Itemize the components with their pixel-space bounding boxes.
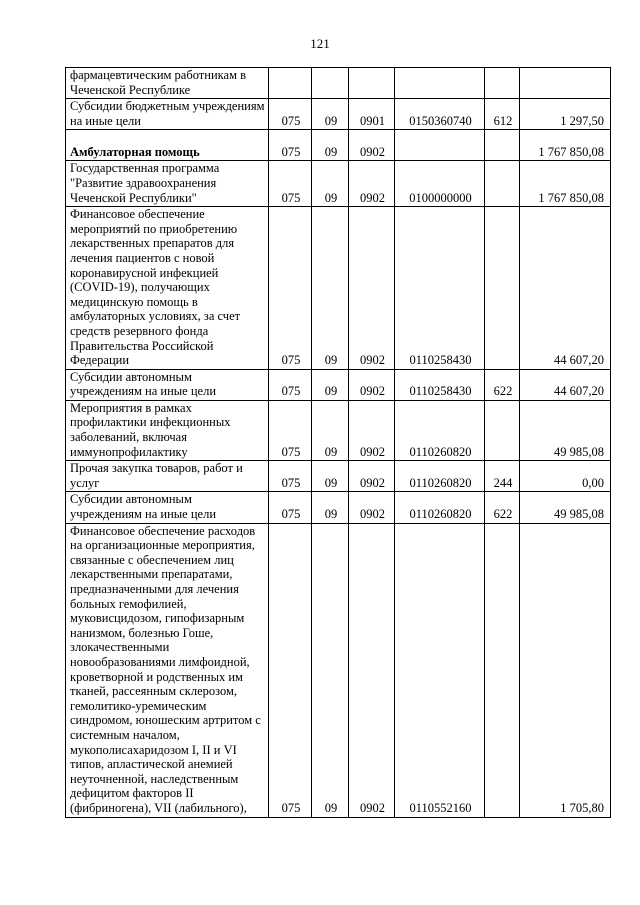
row-csr: 0110260820 xyxy=(395,492,485,523)
table-row xyxy=(66,400,611,460)
row-rz: 09 xyxy=(312,207,349,370)
row-name: Финансовое обеспечение расходов на организационные мероприятия, связанные с обеспечением лиц лекарственными препаратами, предназначенными для лечения больных гемофилией, муковисцидозом, гипофизарным нанизмом, болезнью Гоше, злокачественными новообразованиями лимфоидной, кроветворной и родственных им тканей, рассеянным склерозом, гемолитико-уремическим синдромом, юношеским артритом с системным началом, мукополисахаридозом I, II и VI типов, апластической анемией неуточненной, наследственным дефицитом факторов II (фибриногена), VII (лабильного), xyxy=(66,523,269,817)
row-pr: 0902 xyxy=(349,161,395,207)
row-rz: 09 xyxy=(312,130,349,161)
row-vr xyxy=(485,68,520,99)
row-vr xyxy=(485,130,520,161)
row-csr: 0150360740 xyxy=(395,99,485,130)
row-sum: 1 297,50 xyxy=(520,99,611,130)
row-vr: 622 xyxy=(485,492,520,523)
row-csr xyxy=(395,68,485,99)
row-pr: 0902 xyxy=(349,400,395,460)
table-row xyxy=(66,492,611,523)
row-ved xyxy=(269,68,312,99)
row-rz: 09 xyxy=(312,523,349,817)
row-rz: 09 xyxy=(312,461,349,492)
table-row xyxy=(66,130,611,161)
row-pr: 0902 xyxy=(349,492,395,523)
row-ved: 075 xyxy=(269,461,312,492)
row-ved: 075 xyxy=(269,369,312,400)
row-sum: 0,00 xyxy=(520,461,611,492)
row-pr: 0902 xyxy=(349,523,395,817)
row-sum: 44 607,20 xyxy=(520,207,611,370)
table-row xyxy=(66,369,611,400)
row-csr: 0110258430 xyxy=(395,207,485,370)
row-name: Прочая закупка товаров, работ и услуг xyxy=(66,461,269,492)
row-vr xyxy=(485,207,520,370)
row-name: Мероприятия в рамках профилактики инфекционных заболеваний, включая иммунопрофилактику xyxy=(66,400,269,460)
row-sum: 49 985,08 xyxy=(520,492,611,523)
row-rz: 09 xyxy=(312,161,349,207)
row-pr: 0902 xyxy=(349,369,395,400)
row-rz xyxy=(312,68,349,99)
row-name: Субсидии автономным учреждениям на иные цели xyxy=(66,369,269,400)
row-pr: 0902 xyxy=(349,207,395,370)
row-rz: 09 xyxy=(312,369,349,400)
row-name: Амбулаторная помощь xyxy=(66,130,269,161)
row-sum: 49 985,08 xyxy=(520,400,611,460)
row-rz: 09 xyxy=(312,492,349,523)
table-row xyxy=(66,461,611,492)
row-name: фармацевтическим работникам в Чеченской Республике xyxy=(66,68,269,99)
budget-table xyxy=(65,67,611,818)
row-vr xyxy=(485,523,520,817)
page-number: 121 xyxy=(310,36,330,51)
row-rz: 09 xyxy=(312,99,349,130)
row-csr: 0110258430 xyxy=(395,369,485,400)
row-sum xyxy=(520,68,611,99)
table-row xyxy=(66,523,611,817)
row-name: Финансовое обеспечение мероприятий по приобретению лекарственных препаратов для лечения пациентов с новой коронавирусной инфекцией (COVID-19), получающих медицинскую помощь в амбулаторных условиях, за счет средств резервного фонда Правительства Российской Федерации xyxy=(66,207,269,370)
row-rz: 09 xyxy=(312,400,349,460)
row-pr: 0901 xyxy=(349,99,395,130)
row-name: Субсидии автономным учреждениям на иные цели xyxy=(66,492,269,523)
row-vr: 622 xyxy=(485,369,520,400)
row-csr: 0110552160 xyxy=(395,523,485,817)
row-csr: 0110260820 xyxy=(395,461,485,492)
row-vr: 244 xyxy=(485,461,520,492)
row-sum: 44 607,20 xyxy=(520,369,611,400)
row-csr xyxy=(395,130,485,161)
row-sum: 1 767 850,08 xyxy=(520,130,611,161)
row-name: Субсидии бюджетным учреждениям на иные цели xyxy=(66,99,269,130)
row-pr xyxy=(349,68,395,99)
table-row xyxy=(66,99,611,130)
row-sum: 1 767 850,08 xyxy=(520,161,611,207)
row-csr: 0100000000 xyxy=(395,161,485,207)
row-vr: 612 xyxy=(485,99,520,130)
row-name: Государственная программа "Развитие здравоохранения Чеченской Республики" xyxy=(66,161,269,207)
row-ved: 075 xyxy=(269,400,312,460)
row-ved: 075 xyxy=(269,130,312,161)
row-pr: 0902 xyxy=(349,130,395,161)
row-ved: 075 xyxy=(269,99,312,130)
row-ved: 075 xyxy=(269,207,312,370)
table-row xyxy=(66,207,611,370)
row-vr xyxy=(485,161,520,207)
row-csr: 0110260820 xyxy=(395,400,485,460)
table-row xyxy=(66,68,611,99)
row-pr: 0902 xyxy=(349,461,395,492)
row-ved: 075 xyxy=(269,161,312,207)
row-ved: 075 xyxy=(269,523,312,817)
table-row xyxy=(66,161,611,207)
row-sum: 1 705,80 xyxy=(520,523,611,817)
row-ved: 075 xyxy=(269,492,312,523)
row-vr xyxy=(485,400,520,460)
